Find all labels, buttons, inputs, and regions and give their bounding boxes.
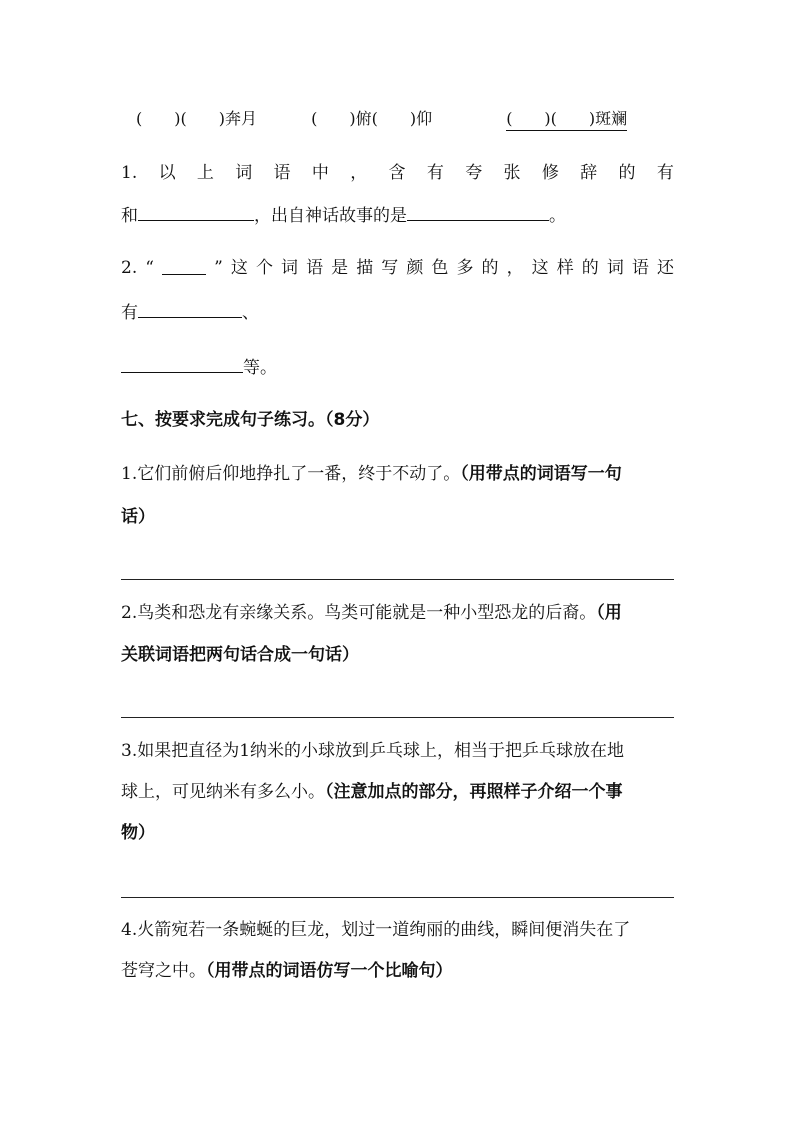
q2-line1-char: 样 — [556, 258, 574, 278]
s7-item-2-instruction: （用 — [596, 603, 622, 623]
s7-item-1-answer-line[interactable] — [121, 579, 674, 580]
s7-item-4-instruction: （用带点的词语仿写一个比喻句） — [206, 961, 453, 981]
s7-item-3-instruction: （注意加点的部分，再照样子介绍一个事 — [325, 782, 623, 802]
s7-item-3-line-3: 物） — [121, 823, 155, 843]
s7-item-2-line-1 — [121, 602, 674, 624]
s7-item-3-line-2 — [121, 781, 674, 803]
q2-line1-char: 颜 — [406, 258, 424, 278]
q1-line1-char: 有 — [426, 163, 444, 183]
q1-line1-char: 夸 — [465, 163, 483, 183]
q2-line1-char: 描 — [356, 258, 374, 278]
s7-item-4-line-2 — [121, 960, 674, 982]
q2-line1-char: 是 — [331, 258, 349, 278]
q2-line1-char: 多 — [456, 258, 474, 278]
q2-line1-char: ” — [214, 258, 223, 278]
s7-item-3-text-2: 球上，可见纳米有多么小。 — [121, 782, 325, 802]
q2-answer-blank-2[interactable] — [121, 355, 243, 373]
question-2-line-2 — [121, 300, 674, 324]
s7-item-1-line-1 — [121, 463, 674, 485]
q1-line1-char: 修 — [541, 163, 559, 183]
s7-item-4-line-1: 4.火箭宛若一条蜿蜒的巨龙，划过一道绚丽的曲线，瞬间便消失在了 — [121, 920, 631, 940]
question-1-line-1 — [121, 162, 674, 184]
q2-line1-char: 词 — [281, 258, 299, 278]
q2-line1-char: 这 — [531, 258, 549, 278]
question-2-line-1 — [121, 257, 674, 279]
q2-text-have: 有 — [121, 303, 138, 323]
q2-line1-char: 2. — [121, 258, 138, 278]
s7-item-1-instruction: （用带点的词语写一句 — [460, 464, 622, 484]
q1-line1-char: 张 — [503, 163, 521, 183]
q2-line1-char: 写 — [381, 258, 399, 278]
s7-item-2-text: 2.鸟类和恐龙有亲缘关系。鸟类可能就是一种小型恐龙的后裔。 — [121, 603, 597, 623]
q2-line1-char: 色 — [431, 258, 449, 278]
q1-answer-blank-1[interactable] — [138, 203, 254, 221]
q1-line1-char: 词 — [235, 163, 253, 183]
s7-item-1-text: 1.它们前俯后仰地挣扎了一番，终于不动了。 — [121, 464, 461, 484]
q2-line1-char: “ — [145, 258, 154, 278]
question-1-line-2 — [121, 203, 674, 227]
q1-line1-char: 以 — [158, 163, 176, 183]
q1-line1-char: 的 — [618, 163, 636, 183]
q2-line1-char: 个 — [255, 258, 273, 278]
s7-item-3-line-1: 3.如果把直径为1纳米的小球放到乒乓球上，相当于把乒乓球放在地 — [121, 741, 625, 761]
question-2-line-3 — [121, 355, 674, 379]
q2-answer-blank-1[interactable] — [138, 300, 242, 318]
s7-item-1-line-2: 话） — [121, 507, 155, 527]
q1-line1-char: 辞 — [580, 163, 598, 183]
q2-text-comma: 、 — [242, 303, 259, 323]
s7-item-2-answer-line[interactable] — [121, 717, 674, 718]
q1-text-period: 。 — [549, 206, 566, 226]
q2-line1-char: ， — [506, 258, 524, 278]
q1-line1-char: 1. — [121, 163, 138, 183]
q2-line1-char: 这 — [230, 258, 248, 278]
q1-answer-blank-2[interactable] — [407, 203, 549, 221]
q2-line1-word-blank[interactable] — [162, 257, 206, 275]
s7-item-2-line-2: 关联词语把两句话合成一句话） — [121, 645, 359, 665]
q1-text-and: 和 — [121, 206, 138, 226]
s7-item-3-answer-line[interactable] — [121, 897, 674, 898]
q2-line1-char: 还 — [656, 258, 674, 278]
word-fill-row — [136, 108, 676, 131]
word-blank-3[interactable]: ( )( )斑斓 — [506, 108, 627, 131]
q2-line1-char: 的 — [481, 258, 499, 278]
q1-line1-char: ， — [350, 163, 368, 183]
word-blank-1[interactable]: ( )( )奔月 — [136, 109, 257, 128]
s7-item-4-text-2: 苍穹之中。 — [121, 961, 206, 981]
q2-line1-char: 的 — [581, 258, 599, 278]
q2-line1-char: 词 — [606, 258, 624, 278]
section-7-heading: 七、按要求完成句子练习。（8分） — [121, 410, 380, 430]
q1-text-myth: ，出自神话故事的是 — [254, 206, 407, 226]
q1-line1-char: 有 — [656, 163, 674, 183]
q1-line1-char: 语 — [273, 163, 291, 183]
word-blank-2[interactable]: ( )俯( )仰 — [311, 109, 433, 128]
q1-line1-char: 中 — [311, 163, 329, 183]
q2-text-etc: 等。 — [243, 358, 277, 378]
q2-line1-char: 语 — [306, 258, 324, 278]
q1-line1-char: 含 — [388, 163, 406, 183]
q2-line1-char: 语 — [631, 258, 649, 278]
q1-line1-char: 上 — [196, 163, 214, 183]
